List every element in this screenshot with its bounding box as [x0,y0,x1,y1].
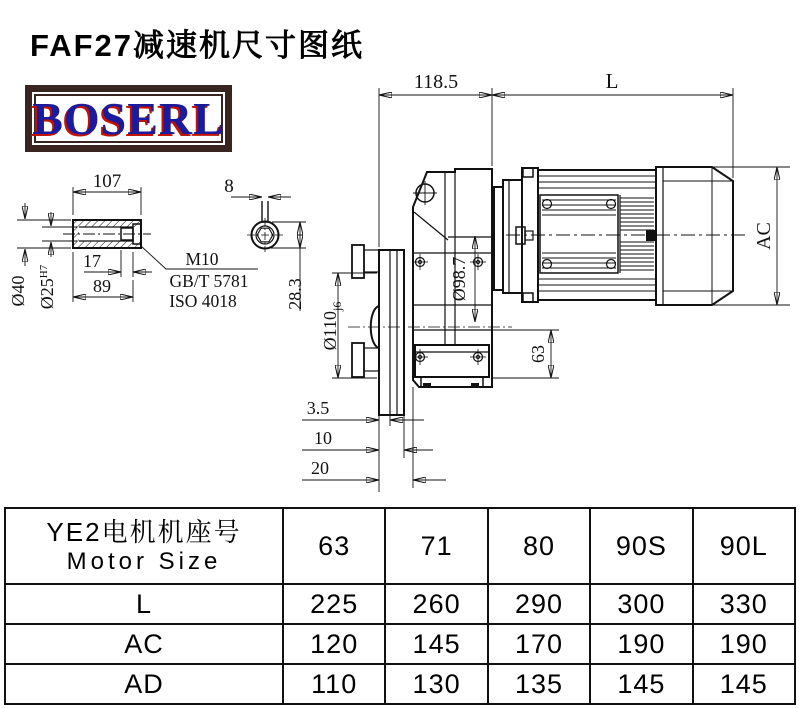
dim-key8-label: 8 [224,176,234,197]
dim-od40-label: Ø40 [8,275,28,307]
size-col-header: 63 [283,508,385,584]
row-label: AC [5,624,283,664]
leader-std2-label: ISO 4018 [169,291,237,311]
page-title: FAF27减速机尺寸图纸 [30,28,365,63]
header-motor-size-cell [5,508,283,584]
table-cell: 260 [385,584,487,624]
size-col-header: 90L [693,508,795,584]
table-cell: 290 [488,584,590,624]
table-cell: 145 [385,624,487,664]
dim-AC [710,167,790,305]
table-row-AC [5,624,795,664]
main-assembly-view [302,69,790,492]
table-cell: 225 [283,584,385,624]
dim-63 [491,330,559,378]
dim-89 [73,252,133,302]
dim-flange-stack [302,387,446,492]
dim-key283-label: 28.3 [285,278,305,310]
size-col-header: 80 [488,508,590,584]
fan-cowl [656,167,733,305]
table-cell: 110 [283,664,385,704]
leader-thread-label: M10 [185,249,219,269]
header-cn-label: YE2电机机座号 [46,516,242,547]
table-row-AD [5,664,795,704]
dim-107 [73,171,141,215]
table-row-L [5,584,795,624]
bolt-leader-note [141,246,258,311]
dim-987-label: Ø98.7 [449,256,469,302]
dim-L-label: L [605,69,619,93]
table-cell: 190 [590,624,692,664]
dim-17 [83,250,152,277]
size-col-header: 90S [590,508,692,584]
motor-size-table [4,507,796,705]
table-header-row [5,508,795,584]
dim-110j6-label: $Ø110_{j6}$ [320,301,344,351]
size-col-header: 71 [385,508,487,584]
header-en-label: Motor Size [66,548,222,576]
dim-bore25-label: $Ø25^{H7}$ [37,264,57,310]
electric-motor [506,167,748,305]
dim-hub-987 [449,236,475,322]
table-cell: 190 [693,624,795,664]
dim-35-label: 3.5 [306,398,330,418]
row-label: AD [5,664,283,704]
shaft-side-view [8,171,258,311]
leader-std1-label: GB/T 5781 [169,271,249,291]
dim-1185-label: 118.5 [413,71,459,93]
logo-text: BOSERL [32,92,225,144]
table-cell: 135 [488,664,590,704]
table-cell: 120 [283,624,385,664]
dim-L [492,69,733,178]
dim-63-label: 63 [528,345,548,363]
table-cell: 300 [590,584,692,624]
table-cell: 145 [693,664,795,704]
table-cell: 145 [590,664,692,704]
dim-17-label: 17 [83,251,101,271]
dim-bore25 [37,212,77,309]
dim-10-label: 10 [314,428,332,448]
table-cell: 330 [693,584,795,624]
table-cell: 170 [488,624,590,664]
table-cell: 130 [385,664,487,704]
dim-89-label: 89 [93,276,111,296]
dim-118-5 [379,71,492,247]
dim-AC-label: AC [753,222,775,250]
dim-107-label: 107 [92,171,122,192]
dim-key-8 [224,176,291,197]
row-label: L [5,584,283,624]
dim-20-label: 20 [311,458,329,478]
motor-adapter [494,180,533,293]
dim-spigot-110 [320,273,377,378]
